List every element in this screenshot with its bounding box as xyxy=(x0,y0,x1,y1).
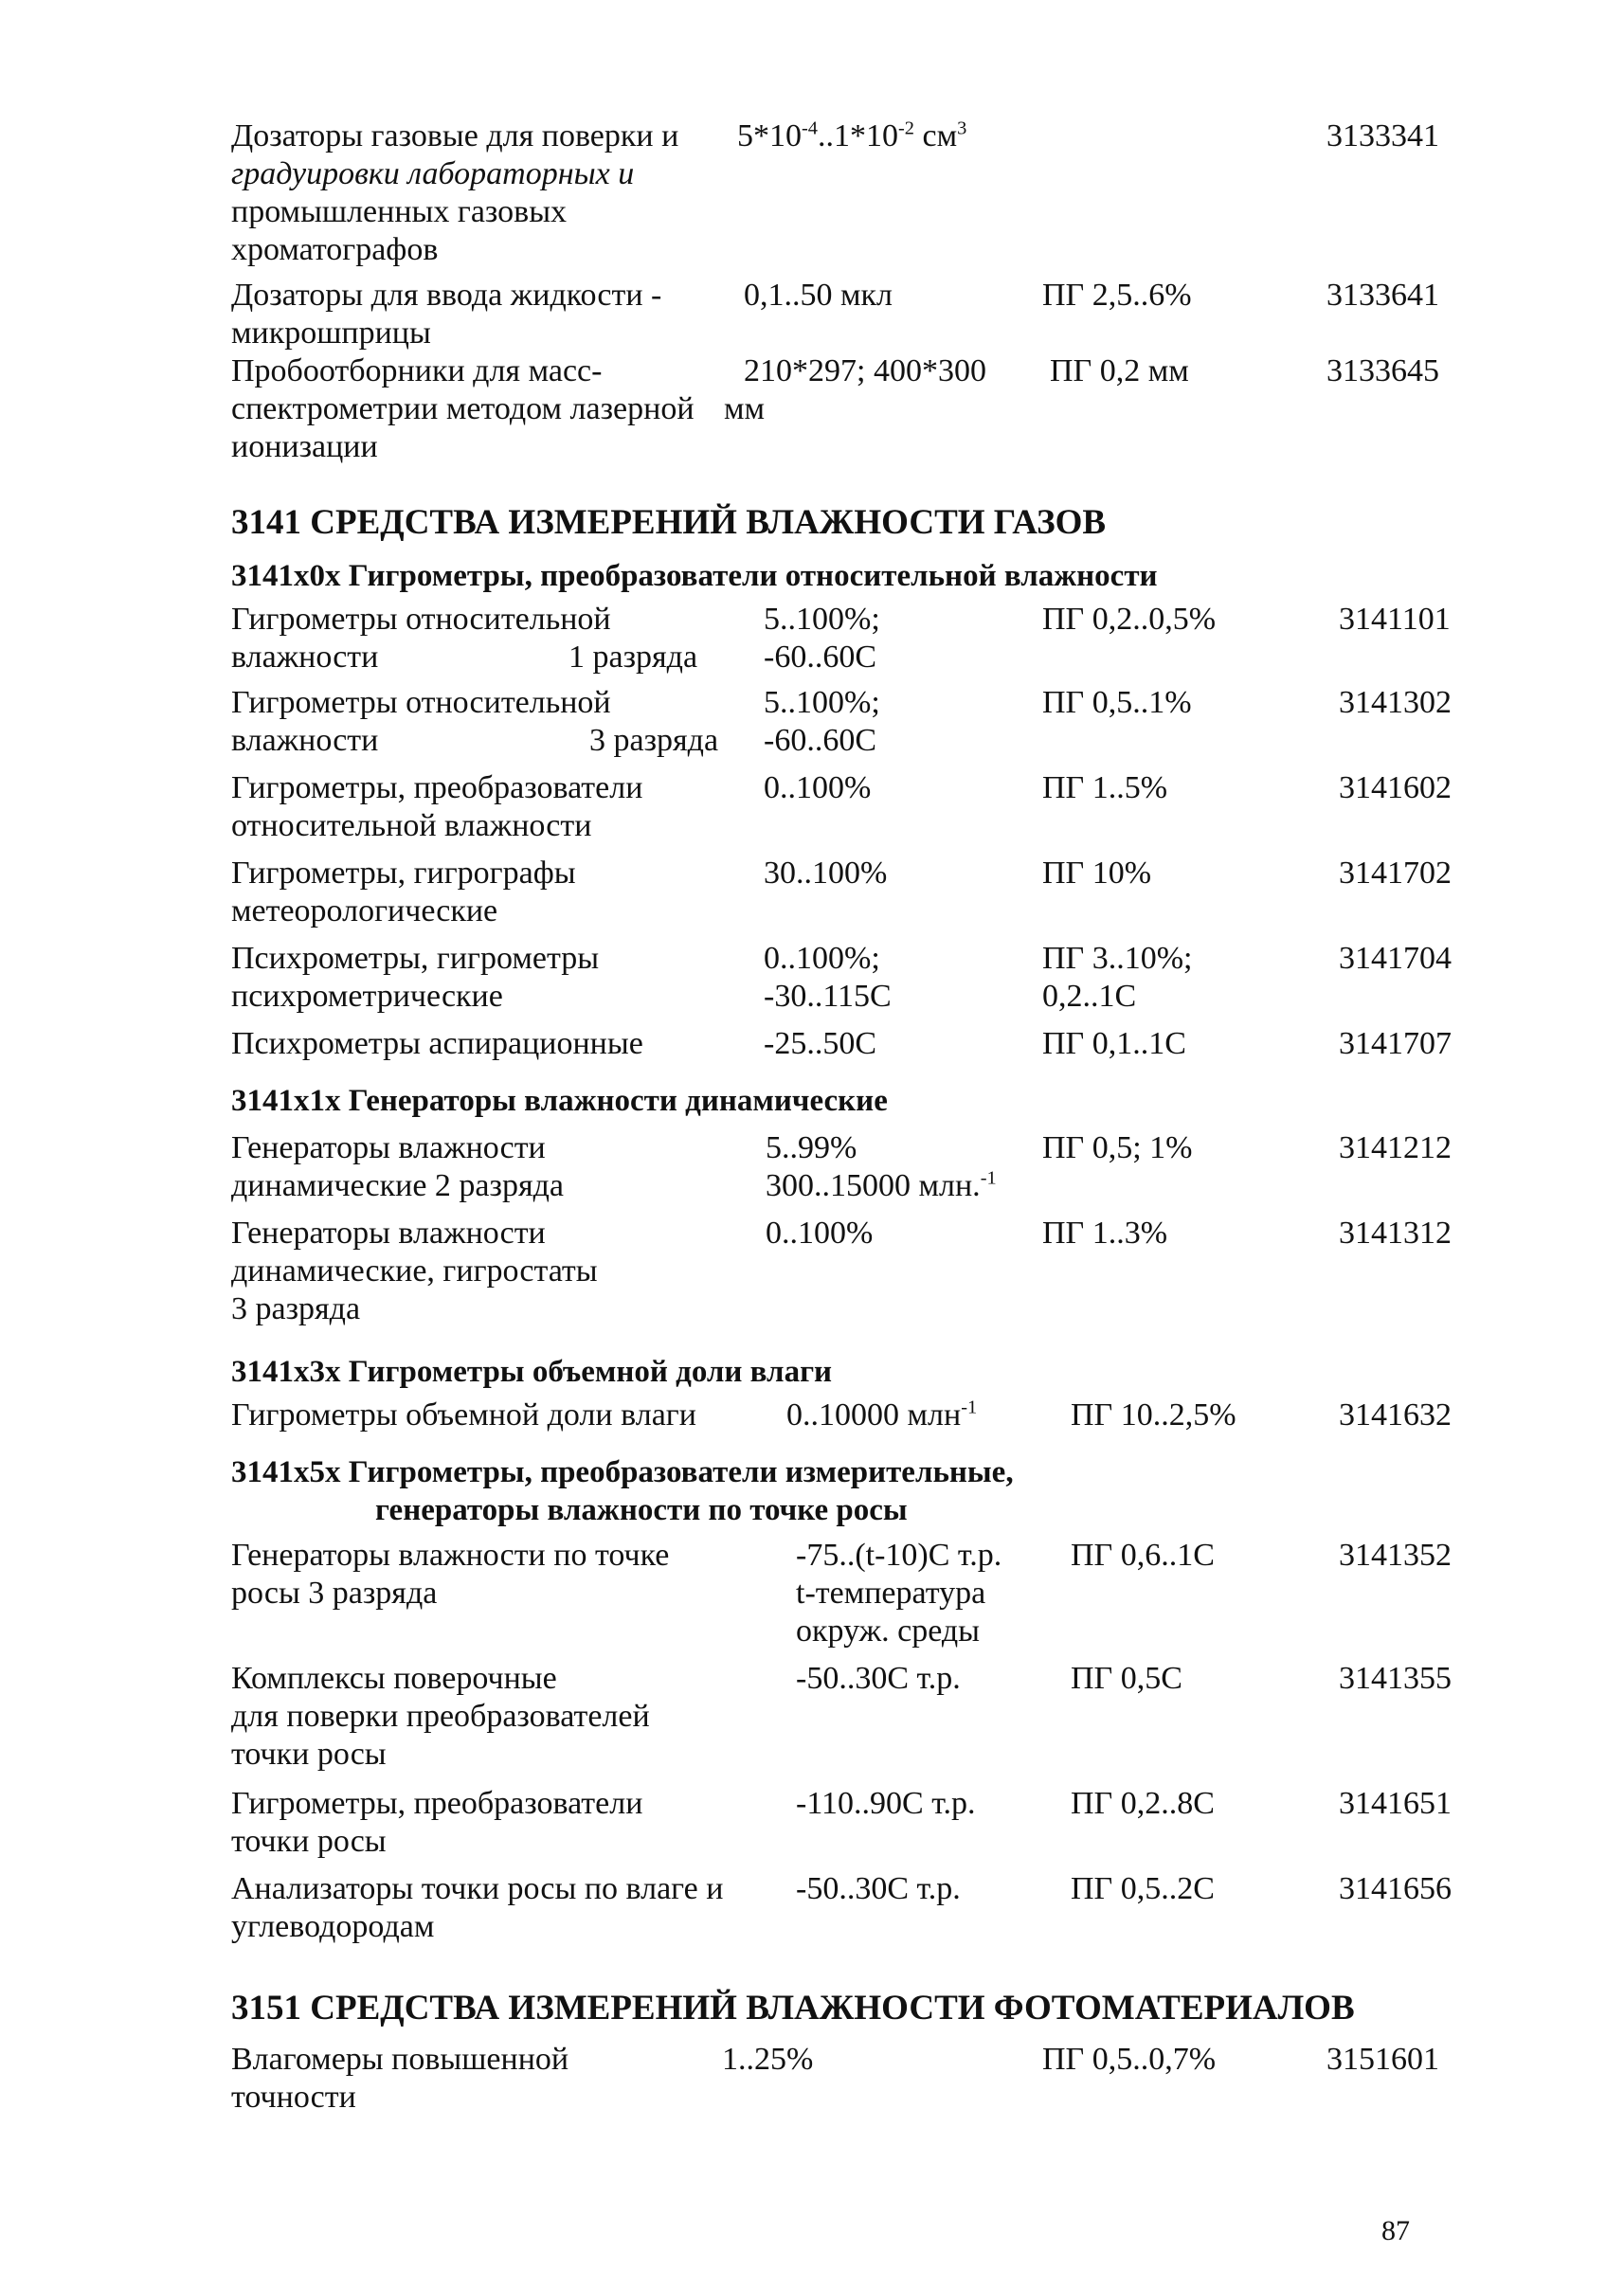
measurement-range xyxy=(764,940,892,1016)
item-name xyxy=(231,684,611,760)
error-limit xyxy=(1042,940,1192,1016)
item-code: 3133341 xyxy=(1326,118,1439,153)
item-code: 3141101 xyxy=(1339,602,1451,637)
item-name-line: Комплексы поверочные xyxy=(231,1661,557,1696)
range-line: 5..100%; xyxy=(764,685,880,720)
item-name-line: микрошприцы xyxy=(231,315,431,351)
error-limit: ПГ 0,2 мм xyxy=(1050,353,1189,388)
measurement-range: 0,1..50 мкл xyxy=(744,278,893,313)
range-line: t-температура xyxy=(796,1576,986,1611)
item-name-line: Гигрометры относительной xyxy=(231,685,611,720)
measurement-range: 0..100% xyxy=(764,770,872,805)
item-name xyxy=(231,769,642,845)
measurement-range: -50..30С т.р. xyxy=(796,1661,961,1696)
item-name-line: хроматографов xyxy=(231,232,439,267)
item-name-line: относительной влажности xyxy=(231,808,592,843)
measurement-range xyxy=(764,601,880,676)
subsection-title: 3141x0x Гигрометры, преобразователи относительной влажности xyxy=(231,559,1158,593)
item-name-line: метеорологические xyxy=(231,893,498,928)
item-code: 3141602 xyxy=(1339,770,1452,805)
item-name-line: Влагомеры повышенной xyxy=(231,2042,569,2077)
measurement-range: 0..100% xyxy=(766,1216,874,1251)
measurement-range: $5*10^{-4}..1*10^{-2}$ $см^3$ xyxy=(737,117,967,153)
item-name xyxy=(231,2041,568,2117)
error-limit: ПГ 1..3% xyxy=(1042,1216,1168,1251)
measurement-range: -25..50С xyxy=(764,1026,876,1061)
item-name: Гигрометры объемной доли влаги xyxy=(231,1397,696,1433)
item-code: 3133645 xyxy=(1326,353,1439,388)
range-line: -60..60С xyxy=(764,723,876,758)
item-name-line: Гигрометры, гигрографы xyxy=(231,856,576,891)
item-code: 3151601 xyxy=(1326,2042,1439,2077)
item-name xyxy=(231,1129,564,1205)
subsection-title xyxy=(231,1453,1014,1529)
item-name-line: Гигрометры, преобразователи xyxy=(231,1786,643,1821)
item-name xyxy=(231,1870,723,1946)
item-code: 3141656 xyxy=(1339,1871,1452,1906)
rank-label: 1 разряда xyxy=(568,640,698,675)
error-limit: ПГ 0,2..0,5% xyxy=(1042,602,1217,637)
item-name-line: ионизации xyxy=(231,429,378,464)
item-name-line: для поверки преобразователей xyxy=(231,1699,650,1734)
item-name xyxy=(231,601,611,676)
item-name xyxy=(231,855,576,930)
error-limit: ПГ 0,5; 1% xyxy=(1042,1130,1193,1165)
item-name xyxy=(231,1215,598,1328)
measurement-range xyxy=(744,352,986,390)
item-code: 3141212 xyxy=(1339,1130,1452,1165)
item-code: 3141302 xyxy=(1339,685,1452,720)
section-title: 3151 СРЕДСТВА ИЗМЕРЕНИЙ ВЛАЖНОСТИ ФОТОМАТЕРИАЛОВ xyxy=(231,1989,1355,2028)
range-line: -30..115С xyxy=(764,979,892,1014)
item-name xyxy=(231,940,599,1016)
item-name xyxy=(231,1785,642,1861)
item-name-line: влажности xyxy=(231,640,379,675)
item-name-line: Генераторы влажности по точке xyxy=(231,1538,670,1573)
error-line: ПГ 3..10%; xyxy=(1042,941,1193,976)
item-code: 3133641 xyxy=(1326,278,1439,313)
item-name xyxy=(231,352,695,466)
range-line: 0..100%; xyxy=(764,941,880,976)
item-name-line: 3 разряда xyxy=(231,1291,361,1326)
range-line: -60..60С xyxy=(764,640,876,675)
item-code: 3141355 xyxy=(1339,1661,1452,1696)
item-name-line: углеводородам xyxy=(231,1909,435,1944)
item-code: 3141704 xyxy=(1339,941,1452,976)
item-name-line: Психрометры аспирационные xyxy=(231,1026,643,1061)
range-line: окруж. среды xyxy=(796,1613,980,1649)
subsection-title: 3141x3x Гигрометры объемной доли влаги xyxy=(231,1355,833,1389)
item-name-line: градуировки лабораторных и xyxy=(231,156,635,191)
subsection-title: 3141x1x Генераторы влажности динамические xyxy=(231,1084,888,1118)
error-limit: ПГ 0,5..0,7% xyxy=(1042,2042,1217,2077)
error-limit: ПГ 0,5С xyxy=(1071,1661,1182,1696)
range-line: 210*297; 400*300 xyxy=(744,353,986,388)
item-name-line: динамические 2 разряда xyxy=(231,1168,564,1203)
item-name-line: Психрометры, гигрометры xyxy=(231,941,600,976)
range-line: 5..99% xyxy=(766,1130,857,1165)
item-name-line: Гигрометры, преобразователи xyxy=(231,770,643,805)
item-code: 3141632 xyxy=(1339,1397,1452,1433)
item-code: 3141312 xyxy=(1339,1216,1452,1251)
item-code: 3141651 xyxy=(1339,1786,1452,1821)
measurement-range: 1..25% xyxy=(722,2042,814,2077)
error-limit: ПГ 0,1..1С xyxy=(1042,1026,1186,1061)
measurement-range: -50..30С т.р. xyxy=(796,1871,961,1906)
item-name xyxy=(231,277,661,352)
error-limit: ПГ 2,5..6% xyxy=(1042,278,1192,313)
item-name-line: промышленных газовых xyxy=(231,194,568,229)
subsection-title-line: генераторы влажности по точке росы xyxy=(375,1493,908,1527)
item-name xyxy=(231,1660,650,1774)
range-line: 5..100%; xyxy=(764,602,880,637)
item-code: 3141707 xyxy=(1339,1026,1452,1061)
page-number: 87 xyxy=(1381,2215,1410,2246)
rank-label: 3 разряда xyxy=(589,723,719,758)
range-line: -75..(t-10)С т.р. xyxy=(796,1538,1002,1573)
item-name-line: Генераторы влажности xyxy=(231,1130,546,1165)
item-name-line: точности xyxy=(231,2080,356,2115)
error-line: 0,2..1С xyxy=(1042,979,1137,1014)
subsection-title-line: 3141x5x Гигрометры, преобразователи измерительные, xyxy=(231,1455,1014,1489)
item-name-line: Гигрометры относительной xyxy=(231,602,611,637)
item-name xyxy=(231,1537,669,1613)
error-limit: ПГ 0,2..8С xyxy=(1071,1786,1215,1821)
item-name xyxy=(231,117,678,269)
error-limit: ПГ 10..2,5% xyxy=(1071,1397,1236,1433)
measurement-range xyxy=(764,684,880,760)
item-code: 3141702 xyxy=(1339,856,1452,891)
measurement-range: -110..90С т.р. xyxy=(796,1786,976,1821)
item-name-line: спектрометрии методом лазерной xyxy=(231,391,695,426)
item-name-line: Пробоотборники для масс- xyxy=(231,353,603,388)
measurement-range: 30..100% xyxy=(764,856,888,891)
item-name-line: влажности xyxy=(231,723,379,758)
error-limit: ПГ 0,5..2С xyxy=(1071,1871,1215,1906)
item-name-line: Генераторы влажности xyxy=(231,1216,546,1251)
error-limit: ПГ 1..5% xyxy=(1042,770,1168,805)
item-name-line: Анализаторы точки росы по влаге и xyxy=(231,1871,724,1906)
error-limit: ПГ 0,5..1% xyxy=(1042,685,1192,720)
item-name-line: точки росы xyxy=(231,1824,387,1859)
item-name-line: динамические, гигростаты xyxy=(231,1253,598,1289)
item-name xyxy=(231,1025,643,1063)
measurement-range: 0..10000 млн$^{-1}$ xyxy=(786,1397,978,1433)
item-code: 3141352 xyxy=(1339,1538,1452,1573)
range-line: 300..15000 млн.$^{-1}$ xyxy=(766,1167,997,1203)
item-name-line: психрометрические xyxy=(231,979,503,1014)
error-limit: ПГ 0,6..1С xyxy=(1071,1538,1215,1573)
item-name-line: точки росы xyxy=(231,1737,387,1772)
error-limit: ПГ 10% xyxy=(1042,856,1152,891)
item-name-line: Дозаторы газовые для поверки и xyxy=(231,118,679,153)
item-name-line: Дозаторы для ввода жидкости - xyxy=(231,278,662,313)
item-name-line: росы 3 разряда xyxy=(231,1576,438,1611)
range-unit: мм xyxy=(724,391,766,426)
section-title: 3141 СРЕДСТВА ИЗМЕРЕНИЙ ВЛАЖНОСТИ ГАЗОВ xyxy=(231,503,1107,542)
measurement-range xyxy=(796,1537,1001,1650)
measurement-range xyxy=(766,1129,997,1205)
